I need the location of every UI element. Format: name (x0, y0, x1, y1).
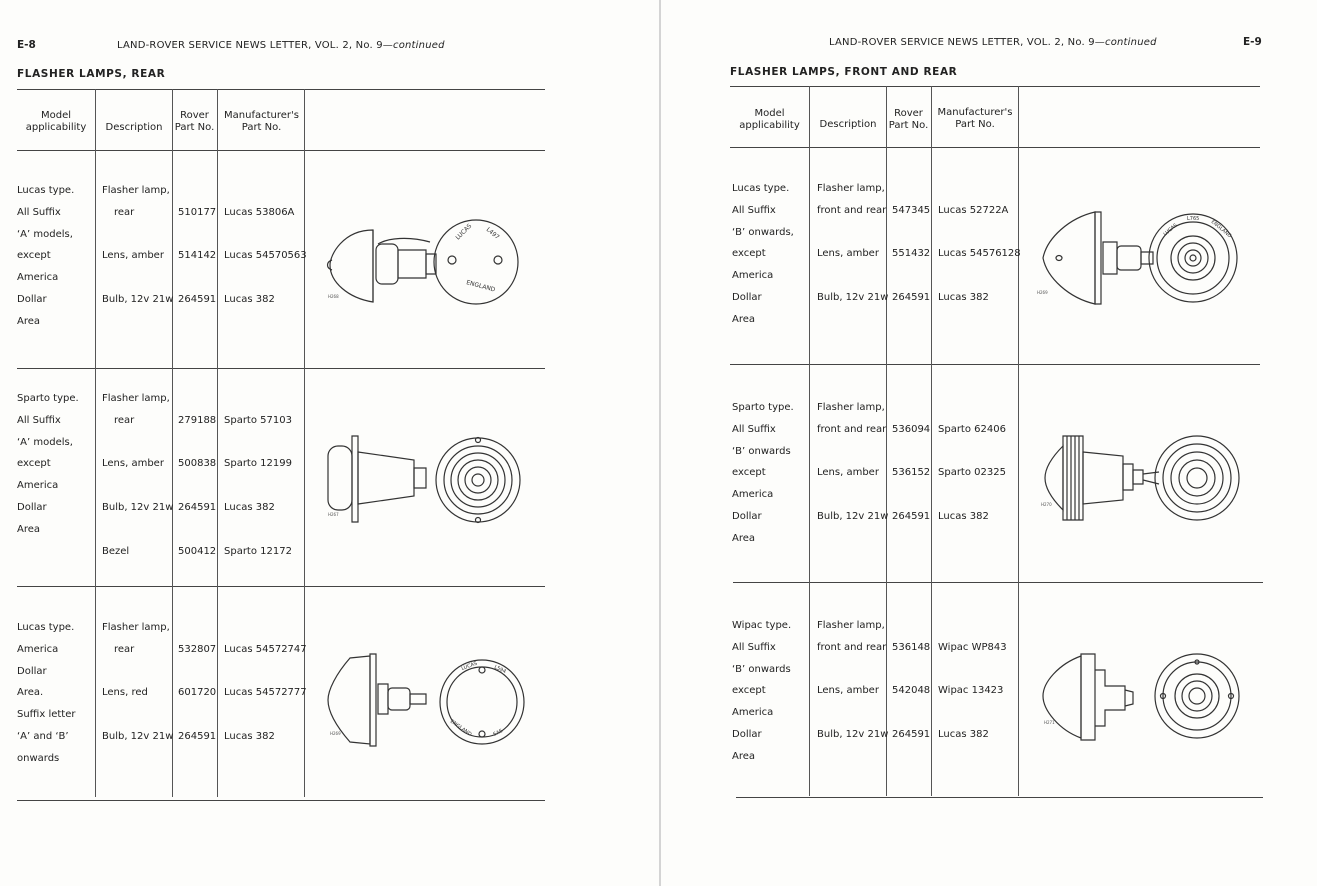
figure-reference: H269 (330, 731, 341, 736)
part-description: front and rear (817, 641, 887, 653)
manufacturer-part-number: Lucas 382 (938, 292, 989, 303)
manufacturer-part-number: Lucas 53806A (224, 206, 295, 218)
column-rule (809, 86, 810, 796)
part-description: Bulb, 12v 21w (102, 731, 174, 742)
lens-text: ENGLAND (1209, 218, 1233, 240)
group-divider (17, 586, 545, 587)
model-applicability-line: Dollar (732, 292, 762, 303)
manufacturer-part-number: Sparto 12199 (224, 458, 292, 470)
running-title-suffix: —continued (1094, 37, 1157, 48)
lamp-housing-outline (1043, 656, 1081, 738)
part-description: Bulb, 12v 21w (817, 511, 889, 522)
model-applicability-line: except (732, 685, 766, 697)
manufacturer-part-number: Sparto 02325 (938, 467, 1006, 479)
manufacturer-part-number: Lucas 52722A (938, 204, 1009, 216)
column-rule (172, 89, 173, 797)
rover-part-number: 536148 (892, 641, 931, 653)
model-applicability-line: All Suffix (732, 423, 776, 435)
part-description: Flasher lamp, (817, 620, 885, 631)
model-applicability-line: ‘A’ models, (17, 228, 73, 240)
model-applicability-line: except (17, 458, 51, 470)
manufacturer-part-number: Lucas 382 (224, 294, 275, 305)
manufacturer-part-number: Lucas 382 (224, 502, 275, 513)
model-applicability-line: Suffix letter (17, 709, 76, 721)
table-bottom-rule (736, 797, 1263, 798)
part-description: Lens, amber (817, 467, 879, 479)
model-applicability-line: except (17, 250, 51, 262)
model-applicability-line: All Suffix (732, 641, 776, 653)
table-top-rule (17, 89, 545, 90)
manufacturer-part-number: Lucas 54572777 (224, 687, 307, 699)
manufacturer-part-number: Sparto 12172 (224, 545, 292, 557)
model-applicability-line: All Suffix (17, 206, 61, 218)
part-description: Lens, red (102, 687, 148, 699)
sparto-front-rear-lamp-drawing (1041, 430, 1261, 525)
part-description: Lens, amber (102, 458, 164, 470)
part-description: Lens, amber (817, 685, 879, 697)
part-description: Bulb, 12v 21w (817, 292, 889, 303)
figure-reference: H270 (1041, 502, 1052, 507)
rover-part-number: 264591 (892, 511, 931, 522)
lens-text: LUCAS (454, 222, 474, 242)
running-title: LAND-ROVER SERVICE NEWS LETTER, VOL. 2, No. 9—continued (829, 37, 1157, 48)
manufacturer-part-number: Lucas 382 (938, 729, 989, 740)
manufacturer-part-number: Lucas 54570563 (224, 250, 307, 262)
model-applicability-line: ‘B’ onwards (732, 663, 791, 675)
manufacturer-part-number: Wipac WP843 (938, 641, 1007, 653)
rover-part-number: 542048 (892, 685, 931, 697)
lens-text: L765 (1187, 216, 1200, 222)
part-description: Bulb, 12v 21w (102, 294, 174, 305)
lucas-front-rear-lamp-drawing (1039, 208, 1259, 308)
model-applicability-line: Dollar (17, 294, 47, 305)
part-description: front and rear (817, 204, 887, 216)
lens-text: L594 (493, 664, 507, 676)
section-title: FLASHER LAMPS, FRONT AND REAR (730, 66, 958, 78)
figure-reference: H271 (1044, 720, 1055, 725)
part-description: Flasher lamp, (102, 622, 170, 633)
lens-text: ENGLAND (448, 718, 473, 738)
model-applicability-line: America (17, 272, 59, 284)
model-applicability-line: America (732, 270, 774, 282)
rover-part-number: 532807 (178, 643, 217, 655)
model-applicability-line: Area (732, 750, 756, 762)
rover-part-number: 536094 (892, 423, 931, 435)
header-model-applicability: Model applicability (739, 108, 800, 131)
model-applicability-line: ‘A’ and ‘B’ (17, 731, 69, 742)
running-title-suffix: —continued (382, 40, 445, 51)
lens-text: LUCAS (460, 660, 478, 672)
rover-part-number: 510177 (178, 206, 217, 218)
model-applicability-line: Dollar (17, 665, 47, 677)
rover-part-number: 264591 (178, 502, 217, 513)
part-description: Flasher lamp, (102, 185, 170, 196)
sparto-rear-lamp-drawing (318, 432, 538, 527)
rover-part-number: 279188 (178, 414, 217, 426)
part-description: Lens, amber (102, 250, 164, 262)
lens-text: SAE (492, 728, 504, 738)
lens-face-outline (1155, 654, 1239, 738)
rover-part-number: 500412 (178, 545, 217, 557)
rover-part-number: 551432 (892, 248, 931, 260)
column-rule (886, 86, 887, 796)
lamp-housing-outline (330, 230, 373, 302)
part-description: Bulb, 12v 21w (102, 502, 174, 513)
model-applicability-line: Area (17, 523, 41, 535)
model-applicability-line: America (17, 643, 59, 655)
column-rule (95, 89, 96, 797)
model-applicability-line: Sparto type. (732, 402, 794, 413)
manufacturer-part-number: Lucas 382 (224, 731, 275, 742)
part-description: Bulb, 12v 21w (817, 729, 889, 740)
manufacturer-part-number: Sparto 62406 (938, 423, 1006, 435)
group-divider (733, 582, 1263, 583)
model-applicability-line: Lucas type. (732, 183, 790, 194)
rover-part-number: 264591 (178, 731, 217, 742)
figure-reference: H267 (328, 512, 339, 517)
part-description: rear (114, 643, 135, 655)
lens-text: LUCAS (1162, 222, 1179, 238)
lamp-housing-outline (328, 446, 352, 510)
lens-text: L497 (484, 226, 501, 242)
wipac-front-rear-lamp-drawing (1039, 650, 1263, 745)
model-applicability-line: All Suffix (17, 414, 61, 426)
manufacturer-part-number: Sparto 57103 (224, 414, 292, 426)
rover-part-number: 264591 (892, 292, 931, 303)
header-description: Description (819, 119, 877, 130)
model-applicability-line: America (732, 489, 774, 501)
figure-reference: H269 (1037, 290, 1048, 295)
header-description: Description (105, 122, 163, 133)
part-description: Flasher lamp, (817, 402, 885, 413)
lens-face-outline (436, 438, 520, 522)
manufacturer-part-number: Lucas 54576128 (938, 248, 1021, 260)
part-description: Flasher lamp, (102, 393, 170, 404)
model-applicability-line: Lucas type. (17, 185, 75, 196)
rover-part-number: 264591 (178, 294, 217, 305)
model-applicability-line: ‘B’ onwards, (732, 226, 794, 238)
header-model-applicability: Model applicability (25, 110, 87, 133)
column-rule (1018, 86, 1019, 796)
lucas-america-lamp-drawing (322, 650, 542, 750)
page-number: E-8 (17, 39, 36, 51)
lens-text: ENGLAND (465, 279, 496, 294)
lamp-housing-outline (1043, 212, 1095, 304)
rover-part-number: 601720 (178, 687, 217, 699)
header-rover-part-no: Rover Part No. (888, 108, 929, 131)
rover-part-number: 536152 (892, 467, 931, 479)
part-description: Bezel (102, 545, 130, 557)
part-description: Flasher lamp, (817, 183, 885, 194)
manufacturer-part-number: Lucas 54572747 (224, 643, 307, 655)
header-manufacturer-part-no: Manufacturer's Part No. (224, 110, 299, 133)
figure-reference: H268 (328, 294, 339, 299)
header-rover-part-no: Rover Part No. (174, 110, 215, 133)
lens-face-outline (434, 220, 518, 304)
lucas-rear-lamp-drawing (318, 210, 538, 310)
model-applicability-line: Dollar (732, 729, 762, 740)
running-title: LAND-ROVER SERVICE NEWS LETTER, VOL. 2, No. 9—continued (117, 40, 445, 51)
part-description: front and rear (817, 423, 887, 435)
manufacturer-part-number: Wipac 13423 (938, 685, 1004, 697)
page-number: E-9 (1243, 36, 1262, 48)
model-applicability-line: Area (732, 313, 756, 325)
lens-face-outline (1155, 436, 1239, 520)
model-applicability-line: onwards (17, 752, 60, 764)
part-description: rear (114, 206, 135, 218)
table-bottom-rule (17, 800, 545, 801)
rover-part-number: 547345 (892, 204, 931, 216)
model-applicability-line: America (17, 480, 59, 492)
rover-part-number: 264591 (892, 729, 931, 740)
group-divider (17, 368, 545, 369)
lamp-housing-outline (1045, 446, 1063, 510)
part-description: rear (114, 414, 135, 426)
model-applicability-line: Sparto type. (17, 393, 79, 404)
model-applicability-line: except (732, 248, 766, 260)
model-applicability-line: except (732, 467, 766, 479)
right-page (661, 0, 1317, 886)
model-applicability-line: Dollar (732, 511, 762, 522)
rover-part-number: 500838 (178, 458, 217, 470)
model-applicability-line: Wipac type. (732, 620, 792, 631)
manufacturer-part-number: Lucas 382 (938, 511, 989, 522)
model-applicability-line: All Suffix (732, 204, 776, 216)
model-applicability-line: America (732, 707, 774, 719)
column-rule (217, 89, 218, 797)
section-title: FLASHER LAMPS, REAR (17, 68, 166, 80)
model-applicability-line: Area. (17, 687, 44, 699)
model-applicability-line: Area (732, 532, 756, 544)
table-header-rule (17, 150, 545, 151)
rover-part-number: 514142 (178, 250, 217, 262)
model-applicability-line: Dollar (17, 502, 47, 513)
model-applicability-line: ‘A’ models, (17, 436, 73, 448)
model-applicability-line: Area (17, 315, 41, 327)
model-applicability-line: Lucas type. (17, 622, 75, 633)
part-description: Lens, amber (817, 248, 879, 260)
column-rule (931, 86, 932, 796)
header-manufacturer-part-no: Manufacturer's Part No. (937, 107, 1013, 130)
model-applicability-line: ‘B’ onwards (732, 445, 791, 457)
